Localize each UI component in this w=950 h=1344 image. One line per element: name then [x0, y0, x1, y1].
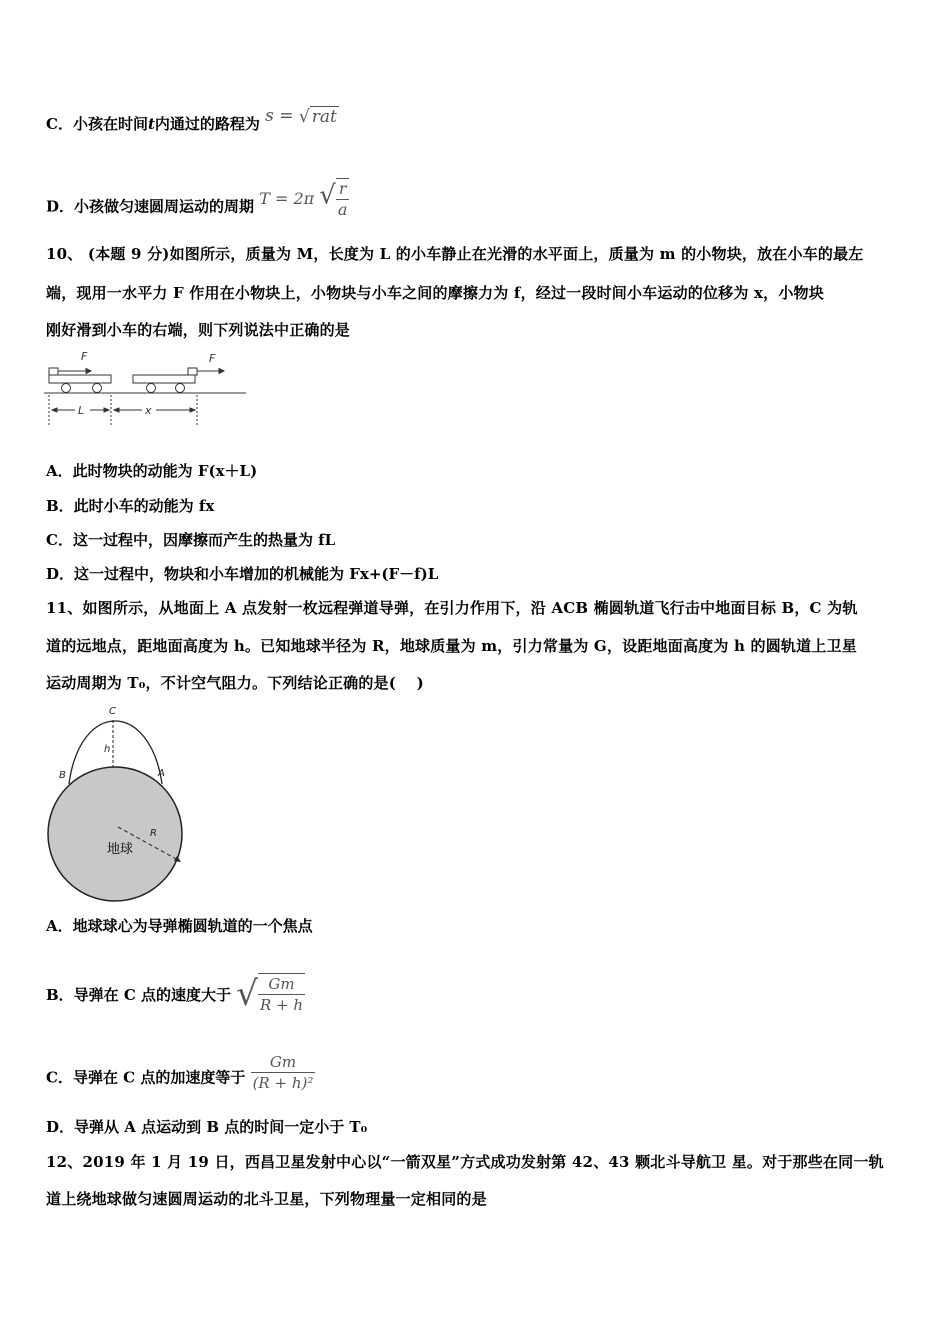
arrow-head — [52, 408, 57, 412]
q11-option-c — [46, 1053, 315, 1099]
q11-stem-line2: 道的远地点，距地面高度为 h。已知地球半径为 R，地球质量为 m，引力常量为 G，设距地面高度为 h 的圆轨道上卫星 — [46, 637, 857, 655]
q9-option-d-formula — [259, 179, 349, 219]
q9-option-c-radicand: rat — [311, 107, 337, 127]
arrow-head — [219, 369, 224, 374]
arrow-head — [86, 369, 91, 374]
cart-right — [133, 375, 195, 383]
label-earth: 地球 — [107, 842, 134, 857]
sqrt-symbol: √ rat — [298, 107, 337, 127]
q12-stem-line1: 12、2019 年 1 月 19 日，西昌卫星发射中心以“一箭双星”方式成功发射第 42、43 颗北斗导航卫 星。对于那些在同一轨 — [46, 1153, 884, 1171]
q11-option-b — [46, 975, 305, 1017]
label-r: R — [150, 828, 157, 839]
q12-stem-line2: 道上绕地球做匀速圆周运动的北斗卫星，下列物理量一定相同的是 — [46, 1190, 487, 1208]
label-a: A — [158, 768, 165, 779]
cart-left — [49, 375, 111, 383]
wheel — [62, 384, 71, 393]
q11-option-a: A．地球球心为导弹椭圆轨道的一个焦点 — [46, 917, 313, 935]
q11-earth-figure — [40, 700, 190, 905]
q11-option-c-den: (R + h)² — [252, 1074, 314, 1092]
q11-option-c-text: C．导弹在 C 点的加速度等于 — [46, 1068, 246, 1087]
q9-option-c — [46, 106, 339, 135]
q9-option-c-formula-lhs: s = — [265, 106, 294, 126]
q10-option-c: C．这一过程中，因摩擦而产生的热量为 fL — [46, 531, 336, 549]
q10-stem-line2: 端，现用一水平力 F 作用在小物块上，小物块与小车之间的摩擦力为 f，经过一段时间小车运动的位移为 x，小物块 — [46, 284, 824, 302]
sqrt-symbol: √ $\frac{Gm}{R + h}$ — [236, 974, 304, 1014]
q10-option-a: A．此时物块的动能为 F(x＋L) — [46, 462, 258, 480]
q11-option-d: D．导弹从 A 点运动到 B 点的时间一定小于 T₀ — [46, 1118, 368, 1136]
sqrt-symbol: √ $\frac{r}{a}$ — [319, 179, 348, 219]
q9-option-d-den: a — [337, 200, 348, 219]
label-b: B — [59, 770, 66, 781]
q11-option-b-den: R + h — [259, 996, 304, 1014]
earth-circle — [48, 767, 182, 901]
wheel — [147, 384, 156, 393]
wheel — [176, 384, 185, 393]
q9-option-d-formula-lhs: T = 2π — [259, 188, 315, 208]
label-x: x — [145, 404, 152, 417]
q10-option-b: B．此时小车的动能为 fx — [46, 497, 215, 515]
label-h: h — [104, 744, 111, 755]
label-f-right: F — [209, 352, 216, 365]
q11-stem-line3: 运动周期为 T₀，不计空气阻力。下列结论正确的是( ) — [46, 674, 424, 692]
arrow-head — [104, 408, 109, 412]
q11-option-b-formula — [236, 974, 305, 1014]
q9-option-c-formula — [265, 106, 339, 126]
q11-option-c-formula — [251, 1053, 316, 1092]
q10-cart-figure — [44, 348, 249, 430]
block-right — [188, 368, 197, 375]
q9-option-d-num: r — [336, 179, 350, 200]
q11-option-b-text: B．导弹在 C 点的速度大于 — [46, 986, 232, 1004]
label-c: C — [109, 706, 116, 717]
q11-option-c-num: Gm — [251, 1052, 316, 1073]
q9-option-c-text: C．小孩在时间 — [46, 115, 148, 133]
q11-stem-line1: 11、如图所示，从地面上 A 点发射一枚远程弹道导弹，在引力作用下，沿 ACB 椭圆轨道飞行击中地面目标 B，C 为轨 — [46, 599, 858, 617]
label-f-left: F — [81, 350, 88, 363]
block-left — [49, 368, 58, 375]
q9-option-d-text: D．小孩做匀速圆周运动的周期 — [46, 197, 255, 216]
arrow-head — [190, 408, 195, 412]
q11-option-b-num: Gm — [258, 974, 305, 995]
label-l: L — [78, 404, 85, 417]
q10-stem-line3: 刚好滑到小车的右端，则下列说法中正确的是 — [46, 321, 351, 339]
q9-option-c-suffix: 内通过的路程为 — [154, 115, 260, 133]
q10-stem-line1: 10、 (本题 9 分)如图所示，质量为 M，长度为 L 的小车静止在光滑的水平面上，质量为 m 的小物块，放在小车的最左 — [46, 245, 864, 263]
q9-option-c-var: t — [147, 115, 155, 133]
q10-option-d: D．这一过程中，物块和小车增加的机械能为 Fx+(F－f)L — [46, 565, 439, 583]
wheel — [93, 384, 102, 393]
q9-option-d — [46, 179, 349, 228]
arrow-head — [114, 408, 119, 412]
